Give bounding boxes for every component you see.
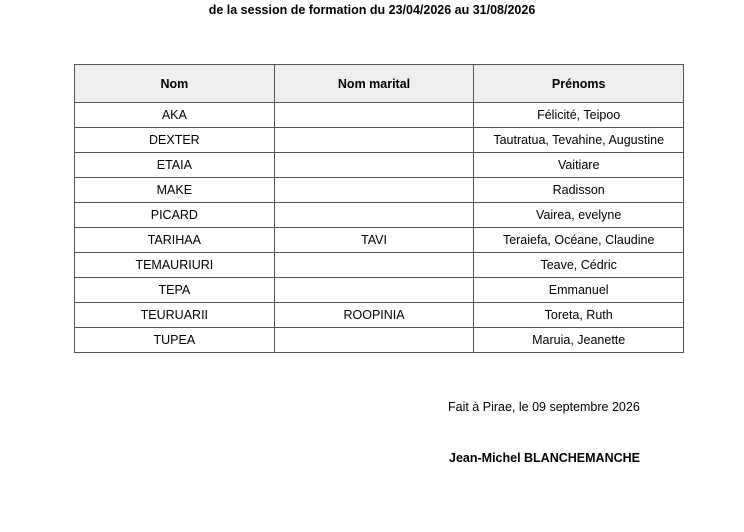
table-row xyxy=(75,228,684,253)
cell-prenoms: Vaitiare xyxy=(474,153,684,178)
cell-nom-marital: ROOPINIA xyxy=(274,303,474,328)
signatory-name: Jean-Michel BLANCHEMANCHE xyxy=(449,451,640,465)
cell-nom-marital xyxy=(274,278,474,303)
cell-nom-marital xyxy=(274,103,474,128)
cell-prenoms: Emmanuel xyxy=(474,278,684,303)
cell-nom: MAKE xyxy=(75,178,275,203)
header-prenoms: Prénoms xyxy=(474,65,684,103)
cell-nom-marital xyxy=(274,153,474,178)
table-row xyxy=(75,178,684,203)
trainee-table xyxy=(74,64,684,353)
table-row xyxy=(75,253,684,278)
place-and-date: Fait à Pirae, le 09 septembre 2026 xyxy=(448,400,640,414)
table-row xyxy=(75,153,684,178)
table-row xyxy=(75,328,684,353)
table-row xyxy=(75,303,684,328)
cell-prenoms: Teave, Cédric xyxy=(474,253,684,278)
cell-nom-marital xyxy=(274,203,474,228)
cell-nom-marital xyxy=(274,128,474,153)
cell-nom: TEMAURIURI xyxy=(75,253,275,278)
cell-prenoms: Teraiefa, Océane, Claudine xyxy=(474,228,684,253)
table-row xyxy=(75,103,684,128)
cell-prenoms: Tautratua, Tevahine, Augustine xyxy=(474,128,684,153)
cell-prenoms: Maruia, Jeanette xyxy=(474,328,684,353)
cell-nom: DEXTER xyxy=(75,128,275,153)
cell-prenoms: Vairea, evelyne xyxy=(474,203,684,228)
cell-nom-marital xyxy=(274,253,474,278)
table-row xyxy=(75,203,684,228)
cell-prenoms: Radisson xyxy=(474,178,684,203)
table-row xyxy=(75,128,684,153)
cell-nom: TARIHAA xyxy=(75,228,275,253)
cell-nom-marital xyxy=(274,178,474,203)
table-header xyxy=(75,65,684,103)
table-body xyxy=(75,103,684,353)
cell-nom-marital: TAVI xyxy=(274,228,474,253)
cell-nom: ETAIA xyxy=(75,153,275,178)
cell-nom: TEPA xyxy=(75,278,275,303)
header-nom-marital: Nom marital xyxy=(274,65,474,103)
header-row xyxy=(75,65,684,103)
cell-nom-marital xyxy=(274,328,474,353)
cell-nom: TEURUARII xyxy=(75,303,275,328)
cell-nom: PICARD xyxy=(75,203,275,228)
cell-nom: TUPEA xyxy=(75,328,275,353)
cell-prenoms: Toreta, Ruth xyxy=(474,303,684,328)
cell-nom: AKA xyxy=(75,103,275,128)
table-row xyxy=(75,278,684,303)
cell-prenoms: Félicité, Teipoo xyxy=(474,103,684,128)
document-heading: de la session de formation du 23/04/2026 au 31/08/2026 xyxy=(208,3,536,17)
header-nom: Nom xyxy=(75,65,275,103)
